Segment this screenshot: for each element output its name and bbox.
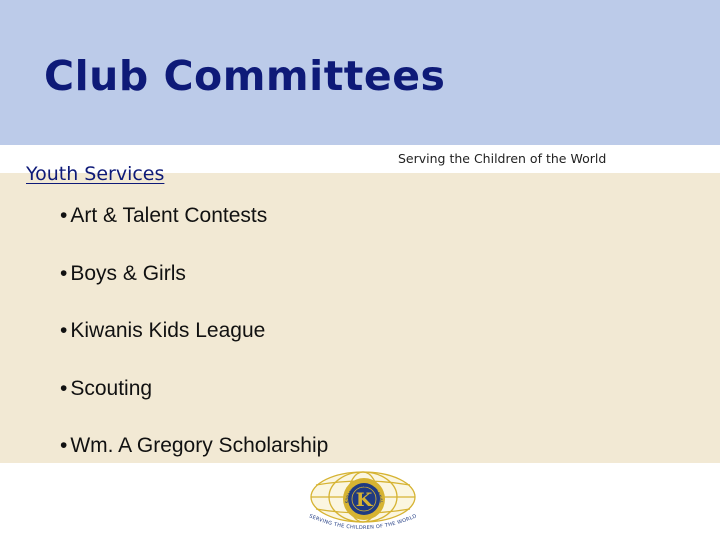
kiwanis-logo-icon: [303, 467, 423, 535]
slide-title: Club Committees: [44, 52, 446, 100]
emblem-ring-text: KIWANIS INTERNATIONAL: [343, 482, 385, 504]
list-item-label: Wm. A Gregory Scholarship: [70, 434, 329, 457]
bullet-icon: •: [60, 261, 68, 285]
section-heading: Youth Services: [26, 163, 165, 185]
tagline: Serving the Children of the World: [398, 151, 607, 166]
bullet-icon: •: [60, 319, 68, 342]
bullet-icon: •: [60, 204, 68, 227]
bullet-icon: •: [60, 376, 68, 400]
emblem-letter: K: [355, 489, 373, 511]
list-item: [60, 318, 328, 376]
list-item-label: Scouting: [70, 376, 153, 400]
list-item-label: Art & Talent Contests: [70, 204, 268, 227]
list-item: [60, 203, 328, 261]
list-item-label: Kiwanis Kids League: [70, 319, 266, 342]
committee-list: [60, 203, 328, 491]
list-item-label: Boys & Girls: [70, 261, 186, 285]
list-item: [60, 376, 328, 434]
list-item: [60, 433, 328, 491]
bullet-icon: •: [60, 434, 68, 457]
list-item: [60, 261, 328, 319]
logo-motto: SERVING THE CHILDREN OF THE WORLD: [308, 513, 418, 532]
